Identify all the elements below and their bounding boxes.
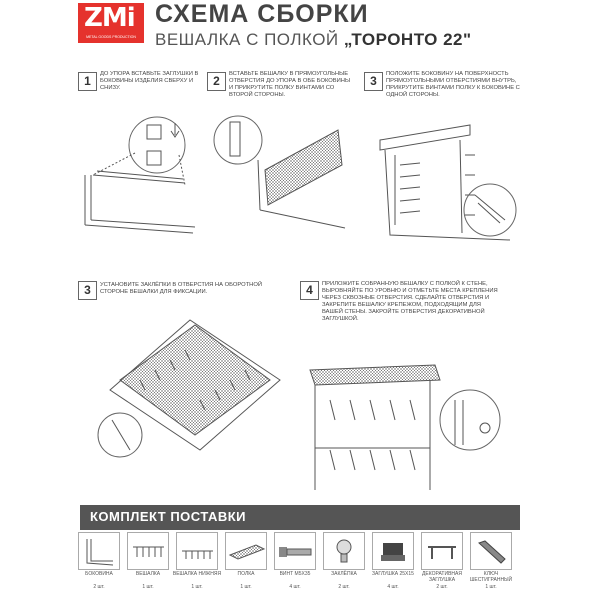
kit-item-name: ЗАГЛУШКА 25Х15 xyxy=(372,571,414,577)
step-4-number: 4 xyxy=(300,281,319,300)
step-3b-text: УСТАНОВИТЕ ЗАКЛЁПКИ В ОТВЕРСТИЯ НА ОБОРОТНОЙ СТОРОНЕ ВЕШАЛКИ ДЛЯ ФИКСАЦИИ. xyxy=(100,282,263,295)
kit-item-name: ДЕКОРАТИВНАЯ ЗАГЛУШКА xyxy=(422,571,462,583)
kit-item-name: КЛЮЧ ШЕСТИГРАННЫЙ xyxy=(469,571,513,583)
rivet-icon xyxy=(323,532,365,570)
kit-item-qty: 2 шт. xyxy=(338,584,350,590)
kit-item-name: ВЕШАЛКА xyxy=(135,571,161,577)
kit-item-qty: 2 шт. xyxy=(436,584,448,590)
step-2-illustration xyxy=(210,110,350,230)
screw-icon xyxy=(274,532,316,570)
logo-tagline: METAL GOODS PRODUCTION xyxy=(86,35,136,39)
step-4-illustration xyxy=(305,330,505,495)
kit-item xyxy=(172,532,222,592)
kit-item xyxy=(274,532,316,592)
kit-item xyxy=(470,532,512,592)
kit-item-qty: 4 шт. xyxy=(387,584,399,590)
hex-key-icon xyxy=(470,532,512,570)
kit-item xyxy=(323,532,365,592)
kit-item-name: ВЕШАЛКА НИЖНЯЯ xyxy=(172,571,222,577)
kit-item xyxy=(421,532,463,592)
step-1-text: ДО УПОРА ВСТАВЬТЕ ЗАГЛУШКИ В БОКОВИНЫ ИЗДЕЛИЯ СВЕРХУ И СНИЗУ. xyxy=(100,71,199,91)
kit-item-qty: 1 шт. xyxy=(142,584,154,590)
kit-item-name: ВИНТ М5Х35 xyxy=(279,571,311,577)
step-2-text: ВСТАВЬТЕ ВЕШАЛКУ В ПРЯМОУГОЛЬНЫЕ ОТВЕРСТИЯ ДО УПОРА В ОБЕ БОКОВИНЫ И ПРИКРУТИТЕ ПОЛКУ ВИНТАМИ СО ВТОРОЙ СТОРОНЫ. xyxy=(229,71,351,98)
kit-item xyxy=(372,532,414,592)
step-3b-illustration xyxy=(90,310,290,460)
side-panel-icon xyxy=(78,532,120,570)
kit-item xyxy=(127,532,169,592)
kit-item-name: ЗАКЛЁПКА xyxy=(331,571,357,577)
shelf-icon xyxy=(225,532,267,570)
step-3a-illustration xyxy=(370,115,530,250)
step-4-text: ПРИЛОЖИТЕ СОБРАННУЮ ВЕШАЛКУ С ПОЛКОЙ К СТЕНЕ, ВЫРОВНЯЙТЕ ПО УРОВНЮ И ОТМЕТЬТЕ МЕСТА КРЕПЛЕНИЯ ЧЕРЕЗ СКВОЗНЫЕ ОТВЕРСТИЯ. СДЕЛАЙТЕ ОТВЕРСТИЯ И ЗАКРЕПИТЕ ВЕШАЛКУ КРЕПЕЖОМ, ПОДХОДЯЩИМ ДЛЯ ВАШЕЙ СТЕНЫ. ЗАКРОЙТЕ ОТВЕРСТИЯ ДЕКОРАТИВНОЙ ЗАГЛУШКОЙ. xyxy=(322,281,498,322)
step-3a-number: 3 xyxy=(364,72,383,91)
page-title: СХЕМА СБОРКИ xyxy=(155,0,369,28)
kit-item-qty: 1 шт. xyxy=(240,584,252,590)
decorative-cap-icon xyxy=(421,532,463,570)
step-3b-number: 3 xyxy=(78,281,97,300)
kit-item xyxy=(225,532,267,592)
kit-title: КОМПЛЕКТ ПОСТАВКИ xyxy=(90,509,247,524)
logo-mark: ZMi xyxy=(84,3,135,33)
brand-logo xyxy=(78,3,144,43)
kit-item-name: БОКОВИНА xyxy=(85,571,113,577)
subtitle-product: ВЕШАЛКА С ПОЛКОЙ xyxy=(155,30,339,49)
step-2-number: 2 xyxy=(207,72,226,91)
kit-item xyxy=(78,532,120,592)
lower-hook-rail-icon xyxy=(176,532,218,570)
step-1-illustration xyxy=(75,95,200,235)
subtitle-model: „ТОРОНТО 22" xyxy=(343,30,472,49)
kit-item-qty: 1 шт. xyxy=(485,584,497,590)
kit-item-qty: 1 шт. xyxy=(191,584,203,590)
step-1-number: 1 xyxy=(78,72,97,91)
kit-item-qty: 4 шт. xyxy=(289,584,301,590)
end-cap-icon xyxy=(372,532,414,570)
kit-item-name: ПОЛКА xyxy=(237,571,255,577)
kit-item-qty: 2 шт. xyxy=(93,584,105,590)
hook-rail-icon xyxy=(127,532,169,570)
step-3a-text: ПОЛОЖИТЕ БОКОВИНУ НА ПОВЕРХНОСТЬ ПРЯМОУГОЛЬНЫМИ ОТВЕРСТИЯМИ ВНУТРЬ, ПРИКРУТИТЕ ВИНТАМИ ПОЛКУ К БОКОВИНЕ С ОДНОЙ СТОРОНЫ. xyxy=(386,71,520,98)
page-subtitle xyxy=(155,30,472,50)
